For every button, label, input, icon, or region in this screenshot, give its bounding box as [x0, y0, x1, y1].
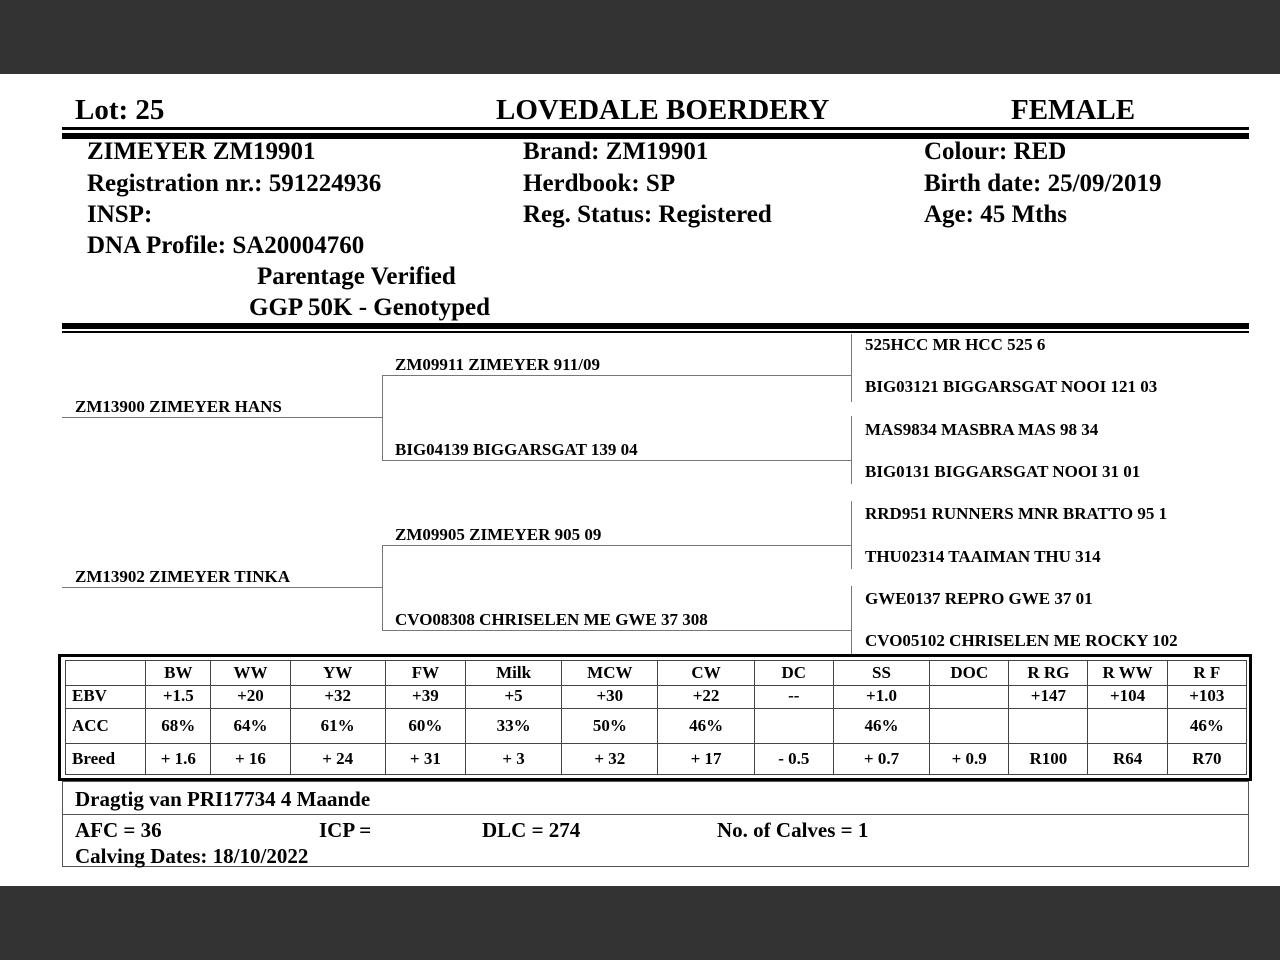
pedigree-gg-4: BIG0131 BIGGARSGAT NOOI 31 01	[865, 462, 1141, 481]
pedigree-dam-dam: CVO08308 CHRISELEN ME GWE 37 308	[395, 610, 708, 629]
breed-cell: R64	[1088, 744, 1167, 775]
ebv-col-header: DOC	[930, 661, 1009, 686]
pedigree-sire-dam: BIG04139 BIGGARSGAT 139 04	[395, 440, 638, 459]
ebv-col-header: YW	[290, 661, 385, 686]
insp-label: INSP:	[87, 201, 153, 228]
ebv-col-header: CW	[658, 661, 754, 686]
dlc-value: DLC = 274	[482, 818, 581, 842]
pedigree-dam-sire: ZM09905 ZIMEYER 905 09	[395, 525, 602, 544]
acc-cell: 46%	[658, 709, 754, 744]
ped-line-sire-dam	[382, 460, 851, 461]
pregnancy-text: Dragtig van PRI17734 4 Maande	[75, 787, 371, 811]
lot-sheet-page	[0, 74, 1280, 886]
brand: Brand: ZM19901	[523, 138, 709, 165]
breed-cell: + 3	[465, 744, 561, 775]
acc-cell: 46%	[833, 709, 929, 744]
pedigree-gg-7: GWE0137 REPRO GWE 37 01	[865, 589, 1093, 608]
pedigree-sire-sire: ZM09911 ZIMEYER 911/09	[395, 355, 600, 374]
ped-line-sire	[62, 417, 383, 418]
ebv-cell: +30	[562, 686, 658, 709]
ped-vert-gg1	[851, 334, 852, 402]
registration-number: Registration nr.: 591224936	[87, 170, 382, 197]
ebv-col-header: SS	[833, 661, 929, 686]
ebv-cell: +103	[1167, 686, 1246, 709]
ebv-col-header: FW	[385, 661, 465, 686]
ebv-col-header: DC	[754, 661, 833, 686]
birth-date: Birth date: 25/09/2019	[924, 170, 1162, 197]
herdbook: Herdbook: SP	[523, 170, 676, 197]
ped-line-dam-dam	[382, 630, 851, 631]
acc-cell: 46%	[1167, 709, 1246, 744]
ebv-col-header	[66, 661, 146, 686]
ped-line-dam	[62, 587, 383, 588]
animal-name: ZIMEYER ZM19901	[87, 138, 316, 165]
acc-cell	[754, 709, 833, 744]
pedigree-gg-8: CVO05102 CHRISELEN ME ROCKY 102	[865, 631, 1178, 650]
acc-cell: 60%	[385, 709, 465, 744]
pedigree-gg-1: 525HCC MR HCC 525 6	[865, 335, 1046, 354]
pedigree-gg-5: RRD951 RUNNERS MNR BRATTO 95 1	[865, 504, 1168, 523]
dna-profile: DNA Profile: SA20004760	[87, 232, 365, 259]
ebv-cell: +22	[658, 686, 754, 709]
acc-cell	[1009, 709, 1088, 744]
ebv-cell: +20	[211, 686, 290, 709]
info-rule-top	[62, 323, 1249, 329]
ebv-col-header: BW	[146, 661, 211, 686]
ebv-cell: +39	[385, 686, 465, 709]
ebv-cell	[930, 686, 1009, 709]
reg-status: Reg. Status: Registered	[523, 201, 772, 228]
ebv-cell: --	[754, 686, 833, 709]
ped-line-sire-sire	[382, 375, 851, 376]
farm-name: LOVEDALE BOERDERY	[496, 94, 830, 126]
pedigree-gg-3: MAS9834 MASBRA MAS 98 34	[865, 420, 1099, 439]
breed-cell: + 32	[562, 744, 658, 775]
ebv-col-header: R F	[1167, 661, 1246, 686]
icp-value: ICP =	[319, 818, 372, 842]
afc-value: AFC = 36	[75, 818, 162, 842]
ped-vert-sire	[382, 375, 383, 461]
breed-row	[66, 744, 1247, 775]
colour: Colour: RED	[924, 138, 1067, 165]
ebv-cell: +104	[1088, 686, 1167, 709]
lot-number: Lot: 25	[75, 94, 165, 126]
age: Age: 45 Mths	[924, 201, 1068, 228]
ebv-cell: +5	[465, 686, 561, 709]
acc-row	[66, 709, 1247, 744]
ebv-cell: +1.5	[146, 686, 211, 709]
ebv-col-header: R RG	[1009, 661, 1088, 686]
breed-cell: + 31	[385, 744, 465, 775]
ped-line-dam-sire	[382, 545, 851, 546]
ebv-table	[65, 660, 1247, 775]
ped-vert-gg3	[851, 501, 852, 569]
breed-cell: R70	[1167, 744, 1246, 775]
acc-cell: 64%	[211, 709, 290, 744]
pedigree-gg-6: THU02314 TAAIMAN THU 314	[865, 547, 1101, 566]
breed-cell: + 0.7	[833, 744, 929, 775]
breed-cell: + 16	[211, 744, 290, 775]
acc-cell: 61%	[290, 709, 385, 744]
header-rule-top	[62, 127, 1249, 130]
calving-dates: Calving Dates: 18/10/2022	[75, 844, 309, 868]
acc-row-label: ACC	[66, 709, 146, 744]
breed-cell: + 0.9	[930, 744, 1009, 775]
breed-cell: + 17	[658, 744, 754, 775]
breed-cell: + 24	[290, 744, 385, 775]
pedigree-gg-2: BIG03121 BIGGARSGAT NOOI 121 03	[865, 377, 1158, 396]
ebv-col-header: R WW	[1088, 661, 1167, 686]
ebv-table-frame	[58, 654, 1252, 781]
acc-cell: 50%	[562, 709, 658, 744]
calving-box	[62, 814, 1249, 867]
ebv-row	[66, 686, 1247, 709]
ped-vert-gg2	[851, 416, 852, 484]
pedigree-sire: ZM13900 ZIMEYER HANS	[75, 397, 282, 416]
calves-count: No. of Calves = 1	[717, 818, 869, 842]
breed-cell: + 1.6	[146, 744, 211, 775]
pedigree-dam: ZM13902 ZIMEYER TINKA	[75, 567, 291, 586]
ebv-cell: +147	[1009, 686, 1088, 709]
ebv-cell: +32	[290, 686, 385, 709]
ebv-cell: +1.0	[833, 686, 929, 709]
ebv-col-header: Milk	[465, 661, 561, 686]
animal-sex: FEMALE	[1011, 94, 1136, 126]
breed-cell: - 0.5	[754, 744, 833, 775]
breed-cell: R100	[1009, 744, 1088, 775]
ped-vert-dam	[382, 545, 383, 631]
acc-cell: 68%	[146, 709, 211, 744]
acc-cell	[1088, 709, 1167, 744]
ebv-col-header: MCW	[562, 661, 658, 686]
genotype-status: GGP 50K - Genotyped	[249, 294, 490, 321]
ebv-col-header: WW	[211, 661, 290, 686]
ped-vert-gg4	[851, 586, 852, 654]
ebv-row-label: EBV	[66, 686, 146, 709]
parentage-status: Parentage Verified	[257, 263, 456, 290]
ebv-header-row	[66, 661, 1247, 686]
pregnancy-box	[62, 781, 1249, 815]
acc-cell	[930, 709, 1009, 744]
info-rule-bottom	[62, 331, 1249, 333]
acc-cell: 33%	[465, 709, 561, 744]
breed-row-label: Breed	[66, 744, 146, 775]
